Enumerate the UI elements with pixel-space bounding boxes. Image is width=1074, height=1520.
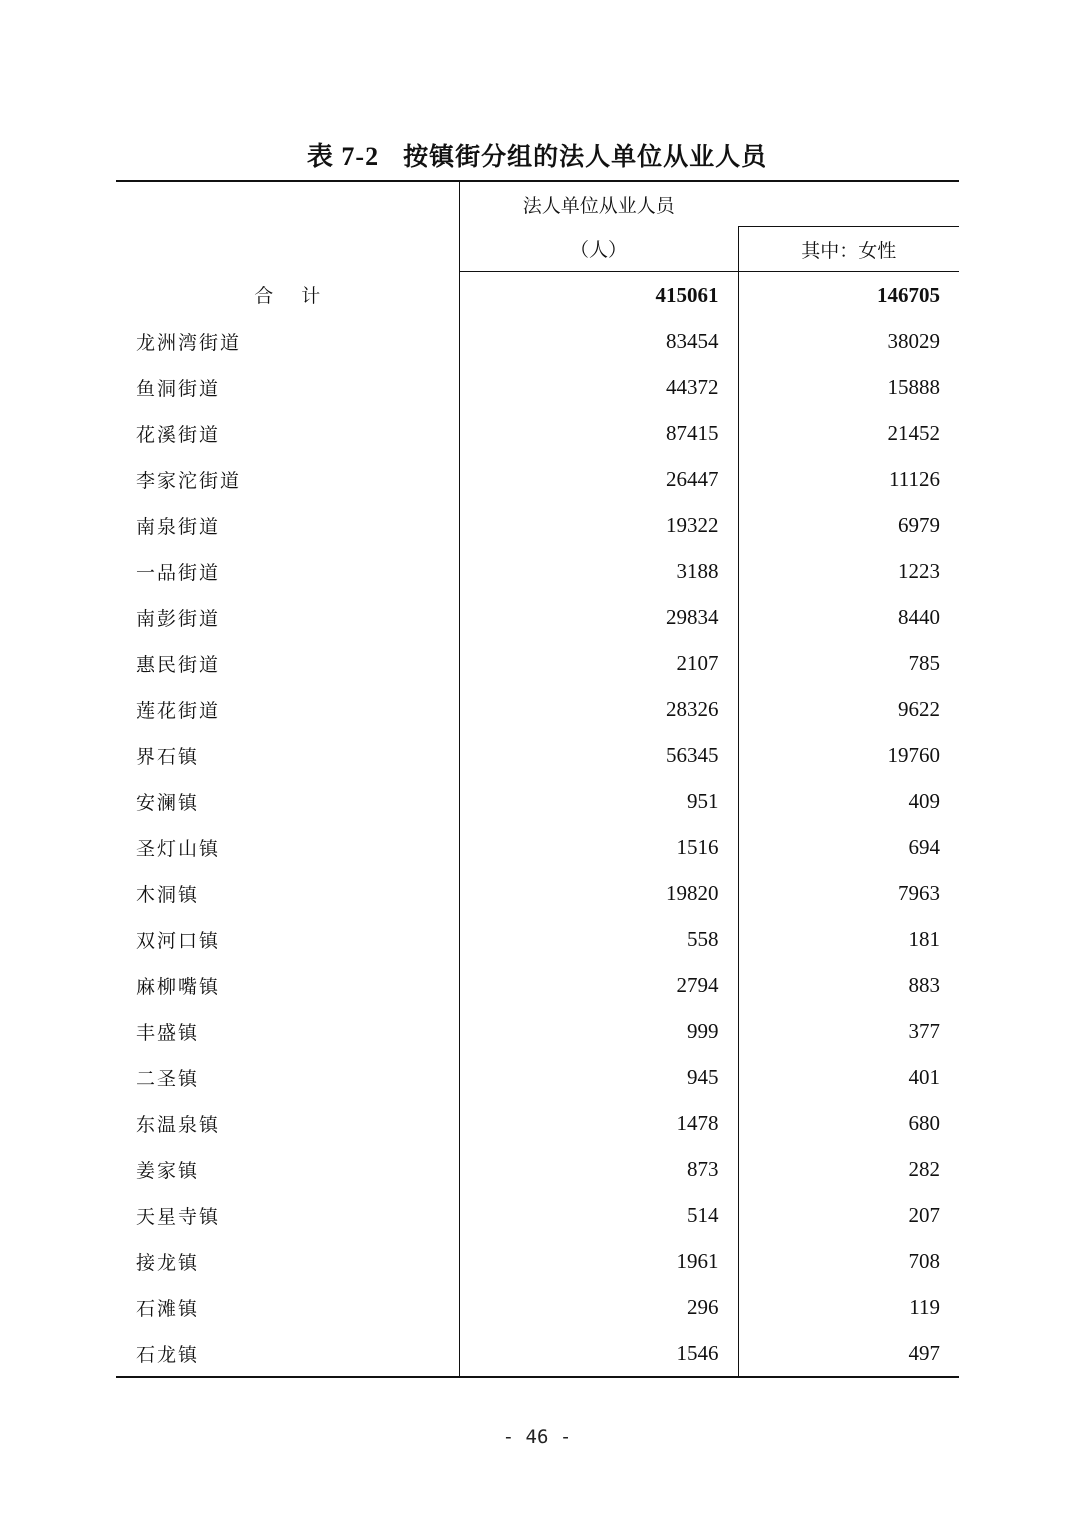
row-female: 119: [738, 1284, 959, 1330]
row-employees: 44372: [459, 364, 738, 410]
table-row: [116, 1238, 959, 1284]
header-blank-top-right: [738, 181, 959, 227]
total-employees: 415061: [459, 272, 738, 319]
row-name: 双河口镇: [136, 929, 221, 952]
row-employees: 1478: [459, 1100, 738, 1146]
row-female: 883: [738, 962, 959, 1008]
table-row: [116, 364, 959, 410]
table-title: [0, 136, 1074, 173]
row-employees: 296: [459, 1284, 738, 1330]
table-row: [116, 318, 959, 364]
row-employees: 558: [459, 916, 738, 962]
row-employees: 1546: [459, 1330, 738, 1377]
table-row: [116, 410, 959, 456]
row-female: 1223: [738, 548, 959, 594]
row-employees: 19820: [459, 870, 738, 916]
total-label: [116, 272, 459, 319]
row-name: 花溪街道: [136, 423, 221, 446]
row-female: 409: [738, 778, 959, 824]
row-female: 401: [738, 1054, 959, 1100]
table-row: [116, 870, 959, 916]
total-female: 146705: [738, 272, 959, 319]
row-employees: 2107: [459, 640, 738, 686]
table-row: [116, 1100, 959, 1146]
row-female: 6979: [738, 502, 959, 548]
row-name: 二圣镇: [136, 1067, 200, 1090]
row-female: 207: [738, 1192, 959, 1238]
row-female: 181: [738, 916, 959, 962]
row-name: 接龙镇: [136, 1251, 200, 1274]
table-number: 表 7-2: [306, 142, 380, 171]
row-female: 377: [738, 1008, 959, 1054]
row-employees: 3188: [459, 548, 738, 594]
row-name: 惠民街道: [136, 653, 221, 676]
row-name: 丰盛镇: [136, 1021, 200, 1044]
row-female: 708: [738, 1238, 959, 1284]
table-row: [116, 778, 959, 824]
row-employees: 951: [459, 778, 738, 824]
table-row: [116, 962, 959, 1008]
row-name: 圣灯山镇: [136, 837, 221, 860]
row-employees: 1516: [459, 824, 738, 870]
table-row: [116, 916, 959, 962]
table-row: [116, 732, 959, 778]
table-row: [116, 686, 959, 732]
row-name: 南彭街道: [136, 607, 221, 630]
row-name: 莲花街道: [136, 699, 221, 722]
row-employees: 56345: [459, 732, 738, 778]
row-employees: 945: [459, 1054, 738, 1100]
row-name: 天星寺镇: [136, 1205, 221, 1228]
row-female: 282: [738, 1146, 959, 1192]
row-female: 785: [738, 640, 959, 686]
row-name: 龙洲湾街道: [136, 331, 242, 354]
data-table: [116, 180, 959, 1378]
row-employees: 87415: [459, 410, 738, 456]
row-employees: 19322: [459, 502, 738, 548]
row-female: 21452: [738, 410, 959, 456]
row-employees: 83454: [459, 318, 738, 364]
table-row: [116, 456, 959, 502]
row-employees: 26447: [459, 456, 738, 502]
row-name: 石龙镇: [136, 1343, 200, 1366]
row-employees: 29834: [459, 594, 738, 640]
table-header: [116, 181, 959, 272]
table-body: [116, 272, 959, 1378]
row-female: 694: [738, 824, 959, 870]
table-title-text: 按镇街分组的法人单位从业人员: [403, 142, 768, 171]
row-employees: 2794: [459, 962, 738, 1008]
row-female: 9622: [738, 686, 959, 732]
row-female: 8440: [738, 594, 959, 640]
row-name: 安澜镇: [136, 791, 200, 814]
row-name: 木洞镇: [136, 883, 200, 906]
row-female: 7963: [738, 870, 959, 916]
table-row: [116, 1054, 959, 1100]
header-unit: （人）: [459, 227, 738, 272]
header-female: 其中：女性: [738, 227, 959, 272]
row-name: 麻柳嘴镇: [136, 975, 221, 998]
header-employees: 法人单位从业人员: [459, 181, 738, 227]
row-employees: 514: [459, 1192, 738, 1238]
table-row: [116, 824, 959, 870]
table-row: [116, 1008, 959, 1054]
row-name: 东温泉镇: [136, 1113, 221, 1136]
table-row: [116, 1192, 959, 1238]
row-name: 鱼洞街道: [136, 377, 221, 400]
row-female: 497: [738, 1330, 959, 1377]
row-female: 38029: [738, 318, 959, 364]
row-name: 石滩镇: [136, 1297, 200, 1320]
row-female: 680: [738, 1100, 959, 1146]
row-employees: 28326: [459, 686, 738, 732]
row-female: 19760: [738, 732, 959, 778]
row-name: 一品街道: [136, 561, 221, 584]
row-female: 11126: [738, 456, 959, 502]
table-row: [116, 1146, 959, 1192]
header-empty-cell: [116, 181, 459, 272]
row-name: 姜家镇: [136, 1159, 200, 1182]
table-row: [116, 640, 959, 686]
total-label-left: 合: [254, 285, 274, 308]
table-row: [116, 1284, 959, 1330]
table-row: [116, 502, 959, 548]
table-row: [116, 594, 959, 640]
total-row: [116, 272, 959, 319]
row-employees: 1961: [459, 1238, 738, 1284]
table-row: [116, 548, 959, 594]
row-female: 15888: [738, 364, 959, 410]
row-name: 李家沱街道: [136, 469, 242, 492]
row-employees: 999: [459, 1008, 738, 1054]
table-row: [116, 1330, 959, 1377]
row-employees: 873: [459, 1146, 738, 1192]
total-label-right: 计: [301, 285, 321, 308]
row-name: 界石镇: [136, 745, 200, 768]
row-name: 南泉街道: [136, 515, 221, 538]
page-number: - 46 -: [502, 1426, 572, 1448]
